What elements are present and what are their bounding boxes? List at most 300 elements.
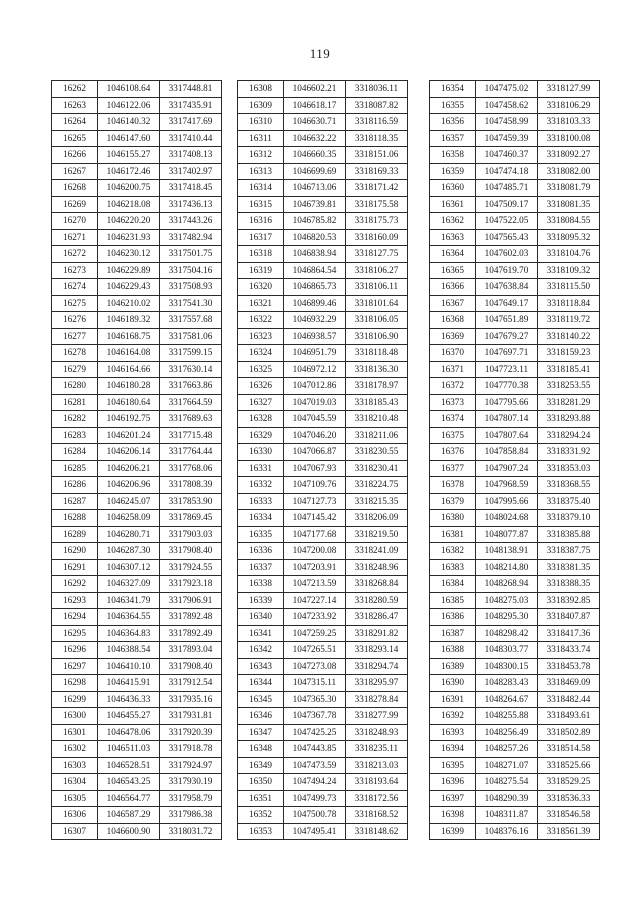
y-coordinate-cell: 3318379.10 xyxy=(538,510,600,527)
point-id-cell: 16298 xyxy=(52,675,98,692)
table-row xyxy=(238,130,408,147)
y-coordinate-cell: 3317906.91 xyxy=(160,592,222,609)
point-id-cell: 16382 xyxy=(430,543,476,560)
y-coordinate-cell: 3318387.75 xyxy=(538,543,600,560)
point-id-cell: 16364 xyxy=(430,246,476,263)
y-coordinate-cell: 3317417.69 xyxy=(160,114,222,131)
table-row xyxy=(238,444,408,461)
x-coordinate-cell: 1046206.96 xyxy=(98,477,160,494)
table-row xyxy=(52,444,222,461)
x-coordinate-cell: 1047203.91 xyxy=(284,559,346,576)
x-coordinate-cell: 1046164.08 xyxy=(98,345,160,362)
point-id-cell: 16287 xyxy=(52,493,98,510)
y-coordinate-cell: 3318241.09 xyxy=(346,543,408,560)
x-coordinate-cell: 1047460.37 xyxy=(476,147,538,164)
x-coordinate-cell: 1046436.33 xyxy=(98,691,160,708)
table-row xyxy=(430,477,600,494)
table-row xyxy=(52,361,222,378)
y-coordinate-cell: 3317408.13 xyxy=(160,147,222,164)
y-coordinate-cell: 3318546.58 xyxy=(538,807,600,824)
table-row xyxy=(52,196,222,213)
y-coordinate-cell: 3318291.82 xyxy=(346,625,408,642)
y-coordinate-cell: 3318230.41 xyxy=(346,460,408,477)
table-row xyxy=(430,708,600,725)
point-id-cell: 16370 xyxy=(430,345,476,362)
x-coordinate-cell: 1046699.69 xyxy=(284,163,346,180)
x-coordinate-cell: 1047265.51 xyxy=(284,642,346,659)
table-row xyxy=(52,675,222,692)
y-coordinate-cell: 3318417.36 xyxy=(538,625,600,642)
point-id-cell: 16353 xyxy=(238,823,284,840)
point-id-cell: 16399 xyxy=(430,823,476,840)
x-coordinate-cell: 1047907.24 xyxy=(476,460,538,477)
x-coordinate-cell: 1047200.08 xyxy=(284,543,346,560)
y-coordinate-cell: 3317918.78 xyxy=(160,741,222,758)
point-id-cell: 16310 xyxy=(238,114,284,131)
point-id-cell: 16273 xyxy=(52,262,98,279)
y-coordinate-cell: 3318529.25 xyxy=(538,774,600,791)
y-coordinate-cell: 3318171.42 xyxy=(346,180,408,197)
table-row xyxy=(238,97,408,114)
x-coordinate-cell: 1046660.35 xyxy=(284,147,346,164)
point-id-cell: 16293 xyxy=(52,592,98,609)
y-coordinate-cell: 3318087.82 xyxy=(346,97,408,114)
y-coordinate-cell: 3318106.05 xyxy=(346,312,408,329)
x-coordinate-cell: 1047723.11 xyxy=(476,361,538,378)
y-coordinate-cell: 3317541.30 xyxy=(160,295,222,312)
y-coordinate-cell: 3318109.32 xyxy=(538,262,600,279)
x-coordinate-cell: 1047500.78 xyxy=(284,807,346,824)
x-coordinate-cell: 1047145.42 xyxy=(284,510,346,527)
x-coordinate-cell: 1046280.71 xyxy=(98,526,160,543)
y-coordinate-cell: 3318136.30 xyxy=(346,361,408,378)
table-row xyxy=(430,625,600,642)
point-id-cell: 16386 xyxy=(430,609,476,626)
x-coordinate-cell: 1047425.25 xyxy=(284,724,346,741)
y-coordinate-cell: 3318392.85 xyxy=(538,592,600,609)
point-id-cell: 16291 xyxy=(52,559,98,576)
point-id-cell: 16304 xyxy=(52,774,98,791)
x-coordinate-cell: 1047697.71 xyxy=(476,345,538,362)
table-row xyxy=(238,361,408,378)
y-coordinate-cell: 3317808.39 xyxy=(160,477,222,494)
y-coordinate-cell: 3317986.38 xyxy=(160,807,222,824)
x-coordinate-cell: 1048298.42 xyxy=(476,625,538,642)
y-coordinate-cell: 3318294.24 xyxy=(538,427,600,444)
table-row xyxy=(430,543,600,560)
point-id-cell: 16333 xyxy=(238,493,284,510)
point-id-cell: 16329 xyxy=(238,427,284,444)
y-coordinate-cell: 3317689.63 xyxy=(160,411,222,428)
y-coordinate-cell: 3317931.81 xyxy=(160,708,222,725)
table-row xyxy=(430,229,600,246)
table-row xyxy=(52,477,222,494)
y-coordinate-cell: 3317920.39 xyxy=(160,724,222,741)
y-coordinate-cell: 3318353.03 xyxy=(538,460,600,477)
y-coordinate-cell: 3318115.50 xyxy=(538,279,600,296)
y-coordinate-cell: 3317436.13 xyxy=(160,196,222,213)
table-row xyxy=(52,526,222,543)
y-coordinate-cell: 3317923.18 xyxy=(160,576,222,593)
y-coordinate-cell: 3318185.43 xyxy=(346,394,408,411)
y-coordinate-cell: 3318169.33 xyxy=(346,163,408,180)
point-id-cell: 16290 xyxy=(52,543,98,560)
table-row xyxy=(430,675,600,692)
y-coordinate-cell: 3318106.90 xyxy=(346,328,408,345)
x-coordinate-cell: 1048268.94 xyxy=(476,576,538,593)
point-id-cell: 16355 xyxy=(430,97,476,114)
table-row xyxy=(430,97,600,114)
table-row xyxy=(430,163,600,180)
x-coordinate-cell: 1047127.73 xyxy=(284,493,346,510)
x-coordinate-cell: 1046164.66 xyxy=(98,361,160,378)
point-id-cell: 16360 xyxy=(430,180,476,197)
y-coordinate-cell: 3318118.35 xyxy=(346,130,408,147)
y-coordinate-cell: 3318514.58 xyxy=(538,741,600,758)
x-coordinate-cell: 1047045.59 xyxy=(284,411,346,428)
point-id-cell: 16282 xyxy=(52,411,98,428)
x-coordinate-cell: 1047770.38 xyxy=(476,378,538,395)
x-coordinate-cell: 1047679.27 xyxy=(476,328,538,345)
table-row xyxy=(52,493,222,510)
point-id-cell: 16376 xyxy=(430,444,476,461)
x-coordinate-cell: 1048275.03 xyxy=(476,592,538,609)
table-row xyxy=(430,493,600,510)
y-coordinate-cell: 3317664.59 xyxy=(160,394,222,411)
point-id-cell: 16266 xyxy=(52,147,98,164)
y-coordinate-cell: 3318293.88 xyxy=(538,411,600,428)
x-coordinate-cell: 1046327.09 xyxy=(98,576,160,593)
point-id-cell: 16325 xyxy=(238,361,284,378)
point-id-cell: 16340 xyxy=(238,609,284,626)
point-id-cell: 16292 xyxy=(52,576,98,593)
point-id-cell: 16395 xyxy=(430,757,476,774)
table-row xyxy=(238,774,408,791)
table-row xyxy=(238,691,408,708)
point-id-cell: 16274 xyxy=(52,279,98,296)
point-id-cell: 16312 xyxy=(238,147,284,164)
x-coordinate-cell: 1047443.85 xyxy=(284,741,346,758)
point-id-cell: 16302 xyxy=(52,741,98,758)
point-id-cell: 16311 xyxy=(238,130,284,147)
table-row xyxy=(238,163,408,180)
x-coordinate-cell: 1047858.84 xyxy=(476,444,538,461)
y-coordinate-cell: 3317435.91 xyxy=(160,97,222,114)
y-coordinate-cell: 3317504.16 xyxy=(160,262,222,279)
x-coordinate-cell: 1048256.49 xyxy=(476,724,538,741)
y-coordinate-cell: 3318104.76 xyxy=(538,246,600,263)
x-coordinate-cell: 1046229.43 xyxy=(98,279,160,296)
point-id-cell: 16279 xyxy=(52,361,98,378)
y-coordinate-cell: 3317903.03 xyxy=(160,526,222,543)
table-row xyxy=(430,642,600,659)
point-id-cell: 16347 xyxy=(238,724,284,741)
point-id-cell: 16307 xyxy=(52,823,98,840)
x-coordinate-cell: 1046210.02 xyxy=(98,295,160,312)
x-coordinate-cell: 1046140.32 xyxy=(98,114,160,131)
point-id-cell: 16299 xyxy=(52,691,98,708)
table-row xyxy=(238,262,408,279)
table-row xyxy=(52,97,222,114)
x-coordinate-cell: 1048271.07 xyxy=(476,757,538,774)
table-row xyxy=(430,691,600,708)
table-row xyxy=(52,114,222,131)
table-row xyxy=(238,460,408,477)
table-row xyxy=(430,295,600,312)
x-coordinate-cell: 1047807.64 xyxy=(476,427,538,444)
y-coordinate-cell: 3318293.14 xyxy=(346,642,408,659)
table-row xyxy=(238,724,408,741)
y-coordinate-cell: 3317508.93 xyxy=(160,279,222,296)
x-coordinate-cell: 1047458.99 xyxy=(476,114,538,131)
point-id-cell: 16373 xyxy=(430,394,476,411)
table-row xyxy=(238,279,408,296)
point-id-cell: 16385 xyxy=(430,592,476,609)
y-coordinate-cell: 3318159.23 xyxy=(538,345,600,362)
point-id-cell: 16317 xyxy=(238,229,284,246)
table-row xyxy=(238,708,408,725)
table-row xyxy=(238,147,408,164)
x-coordinate-cell: 1047367.78 xyxy=(284,708,346,725)
table-row xyxy=(430,460,600,477)
table-row xyxy=(52,708,222,725)
x-coordinate-cell: 1046122.06 xyxy=(98,97,160,114)
x-coordinate-cell: 1047651.89 xyxy=(476,312,538,329)
point-id-cell: 16394 xyxy=(430,741,476,758)
y-coordinate-cell: 3318081.79 xyxy=(538,180,600,197)
x-coordinate-cell: 1048283.43 xyxy=(476,675,538,692)
x-coordinate-cell: 1048257.26 xyxy=(476,741,538,758)
y-coordinate-cell: 3317581.06 xyxy=(160,328,222,345)
table-row xyxy=(430,526,600,543)
y-coordinate-cell: 3318082.00 xyxy=(538,163,600,180)
point-id-cell: 16352 xyxy=(238,807,284,824)
table-row xyxy=(52,592,222,609)
point-id-cell: 16281 xyxy=(52,394,98,411)
point-id-cell: 16377 xyxy=(430,460,476,477)
table-row xyxy=(52,180,222,197)
table-row xyxy=(52,790,222,807)
point-id-cell: 16361 xyxy=(430,196,476,213)
table-row xyxy=(238,609,408,626)
x-coordinate-cell: 1046200.75 xyxy=(98,180,160,197)
table-row xyxy=(52,658,222,675)
x-coordinate-cell: 1047046.20 xyxy=(284,427,346,444)
point-id-cell: 16392 xyxy=(430,708,476,725)
x-coordinate-cell: 1046739.81 xyxy=(284,196,346,213)
table-row xyxy=(238,625,408,642)
point-id-cell: 16313 xyxy=(238,163,284,180)
table-row xyxy=(430,196,600,213)
point-id-cell: 16308 xyxy=(238,81,284,98)
table-row xyxy=(238,229,408,246)
point-id-cell: 16275 xyxy=(52,295,98,312)
point-id-cell: 16387 xyxy=(430,625,476,642)
x-coordinate-cell: 1048290.39 xyxy=(476,790,538,807)
point-id-cell: 16384 xyxy=(430,576,476,593)
x-coordinate-cell: 1046951.79 xyxy=(284,345,346,362)
table-row xyxy=(430,114,600,131)
x-coordinate-cell: 1047259.25 xyxy=(284,625,346,642)
table-row xyxy=(52,774,222,791)
table-row xyxy=(238,807,408,824)
table-row xyxy=(52,510,222,527)
table-row xyxy=(238,394,408,411)
x-coordinate-cell: 1047458.62 xyxy=(476,97,538,114)
y-coordinate-cell: 3318175.73 xyxy=(346,213,408,230)
table-row xyxy=(430,790,600,807)
point-id-cell: 16335 xyxy=(238,526,284,543)
y-coordinate-cell: 3318103.33 xyxy=(538,114,600,131)
table-row xyxy=(238,114,408,131)
x-coordinate-cell: 1046938.57 xyxy=(284,328,346,345)
y-coordinate-cell: 3318106.29 xyxy=(538,97,600,114)
x-coordinate-cell: 1048311.87 xyxy=(476,807,538,824)
y-coordinate-cell: 3318118.48 xyxy=(346,345,408,362)
point-id-cell: 16375 xyxy=(430,427,476,444)
x-coordinate-cell: 1046511.03 xyxy=(98,741,160,758)
table-row xyxy=(238,658,408,675)
point-id-cell: 16289 xyxy=(52,526,98,543)
point-id-cell: 16301 xyxy=(52,724,98,741)
x-coordinate-cell: 1047213.59 xyxy=(284,576,346,593)
y-coordinate-cell: 3318175.58 xyxy=(346,196,408,213)
y-coordinate-cell: 3318151.06 xyxy=(346,147,408,164)
table-row xyxy=(52,147,222,164)
y-coordinate-cell: 3318268.84 xyxy=(346,576,408,593)
point-id-cell: 16262 xyxy=(52,81,98,98)
table-row xyxy=(238,642,408,659)
table-row xyxy=(238,378,408,395)
coordinate-table-3 xyxy=(429,80,600,840)
x-coordinate-cell: 1047485.71 xyxy=(476,180,538,197)
y-coordinate-cell: 3318211.06 xyxy=(346,427,408,444)
coordinate-table-1 xyxy=(51,80,222,840)
table-row xyxy=(238,477,408,494)
y-coordinate-cell: 3318280.59 xyxy=(346,592,408,609)
y-coordinate-cell: 3318525.66 xyxy=(538,757,600,774)
table-row xyxy=(52,543,222,560)
x-coordinate-cell: 1046838.94 xyxy=(284,246,346,263)
point-id-cell: 16381 xyxy=(430,526,476,543)
point-id-cell: 16366 xyxy=(430,279,476,296)
x-coordinate-cell: 1047273.08 xyxy=(284,658,346,675)
point-id-cell: 16321 xyxy=(238,295,284,312)
y-coordinate-cell: 3318178.97 xyxy=(346,378,408,395)
x-coordinate-cell: 1047177.68 xyxy=(284,526,346,543)
point-id-cell: 16339 xyxy=(238,592,284,609)
x-coordinate-cell: 1046632.22 xyxy=(284,130,346,147)
y-coordinate-cell: 3318148.62 xyxy=(346,823,408,840)
table-row xyxy=(52,427,222,444)
point-id-cell: 16363 xyxy=(430,229,476,246)
point-id-cell: 16326 xyxy=(238,378,284,395)
x-coordinate-cell: 1047066.87 xyxy=(284,444,346,461)
point-id-cell: 16322 xyxy=(238,312,284,329)
table-row xyxy=(430,345,600,362)
y-coordinate-cell: 3318185.41 xyxy=(538,361,600,378)
y-coordinate-cell: 3318106.27 xyxy=(346,262,408,279)
point-id-cell: 16383 xyxy=(430,559,476,576)
y-coordinate-cell: 3318193.64 xyxy=(346,774,408,791)
x-coordinate-cell: 1047565.43 xyxy=(476,229,538,246)
x-coordinate-cell: 1046455.27 xyxy=(98,708,160,725)
x-coordinate-cell: 1046564.77 xyxy=(98,790,160,807)
y-coordinate-cell: 3317599.15 xyxy=(160,345,222,362)
y-coordinate-cell: 3317958.79 xyxy=(160,790,222,807)
table-row xyxy=(430,81,600,98)
table-row xyxy=(430,246,600,263)
x-coordinate-cell: 1046341.79 xyxy=(98,592,160,609)
point-id-cell: 16350 xyxy=(238,774,284,791)
y-coordinate-cell: 3318248.93 xyxy=(346,724,408,741)
table-row xyxy=(52,576,222,593)
x-coordinate-cell: 1047649.17 xyxy=(476,295,538,312)
y-coordinate-cell: 3317410.44 xyxy=(160,130,222,147)
table-row xyxy=(430,559,600,576)
point-id-cell: 16396 xyxy=(430,774,476,791)
y-coordinate-cell: 3317892.49 xyxy=(160,625,222,642)
table-row xyxy=(52,807,222,824)
table-row xyxy=(430,757,600,774)
x-coordinate-cell: 1046820.53 xyxy=(284,229,346,246)
table-row xyxy=(238,328,408,345)
point-id-cell: 16369 xyxy=(430,328,476,345)
table-row xyxy=(238,526,408,543)
x-coordinate-cell: 1046478.06 xyxy=(98,724,160,741)
table-row xyxy=(430,741,600,758)
y-coordinate-cell: 3317869.45 xyxy=(160,510,222,527)
table-row xyxy=(52,295,222,312)
point-id-cell: 16379 xyxy=(430,493,476,510)
table-row xyxy=(52,312,222,329)
table-row xyxy=(238,757,408,774)
y-coordinate-cell: 3317764.44 xyxy=(160,444,222,461)
point-id-cell: 16365 xyxy=(430,262,476,279)
point-id-cell: 16296 xyxy=(52,642,98,659)
table-row xyxy=(52,213,222,230)
point-id-cell: 16341 xyxy=(238,625,284,642)
point-id-cell: 16349 xyxy=(238,757,284,774)
x-coordinate-cell: 1046543.25 xyxy=(98,774,160,791)
x-coordinate-cell: 1046307.12 xyxy=(98,559,160,576)
x-coordinate-cell: 1047473.59 xyxy=(284,757,346,774)
y-coordinate-cell: 3318140.22 xyxy=(538,328,600,345)
point-id-cell: 16305 xyxy=(52,790,98,807)
table-row xyxy=(238,543,408,560)
x-coordinate-cell: 1048275.54 xyxy=(476,774,538,791)
y-coordinate-cell: 3317402.97 xyxy=(160,163,222,180)
y-coordinate-cell: 3317418.45 xyxy=(160,180,222,197)
point-id-cell: 16318 xyxy=(238,246,284,263)
point-id-cell: 16264 xyxy=(52,114,98,131)
table-row xyxy=(430,576,600,593)
y-coordinate-cell: 3318469.09 xyxy=(538,675,600,692)
table-row xyxy=(238,576,408,593)
table-row xyxy=(52,823,222,840)
point-id-cell: 16338 xyxy=(238,576,284,593)
y-coordinate-cell: 3318106.11 xyxy=(346,279,408,296)
x-coordinate-cell: 1047315.11 xyxy=(284,675,346,692)
point-id-cell: 16283 xyxy=(52,427,98,444)
x-coordinate-cell: 1046932.29 xyxy=(284,312,346,329)
x-coordinate-cell: 1046528.51 xyxy=(98,757,160,774)
point-id-cell: 16332 xyxy=(238,477,284,494)
y-coordinate-cell: 3318493.61 xyxy=(538,708,600,725)
x-coordinate-cell: 1046245.07 xyxy=(98,493,160,510)
page-number: 119 xyxy=(309,46,331,61)
table-row xyxy=(238,81,408,98)
